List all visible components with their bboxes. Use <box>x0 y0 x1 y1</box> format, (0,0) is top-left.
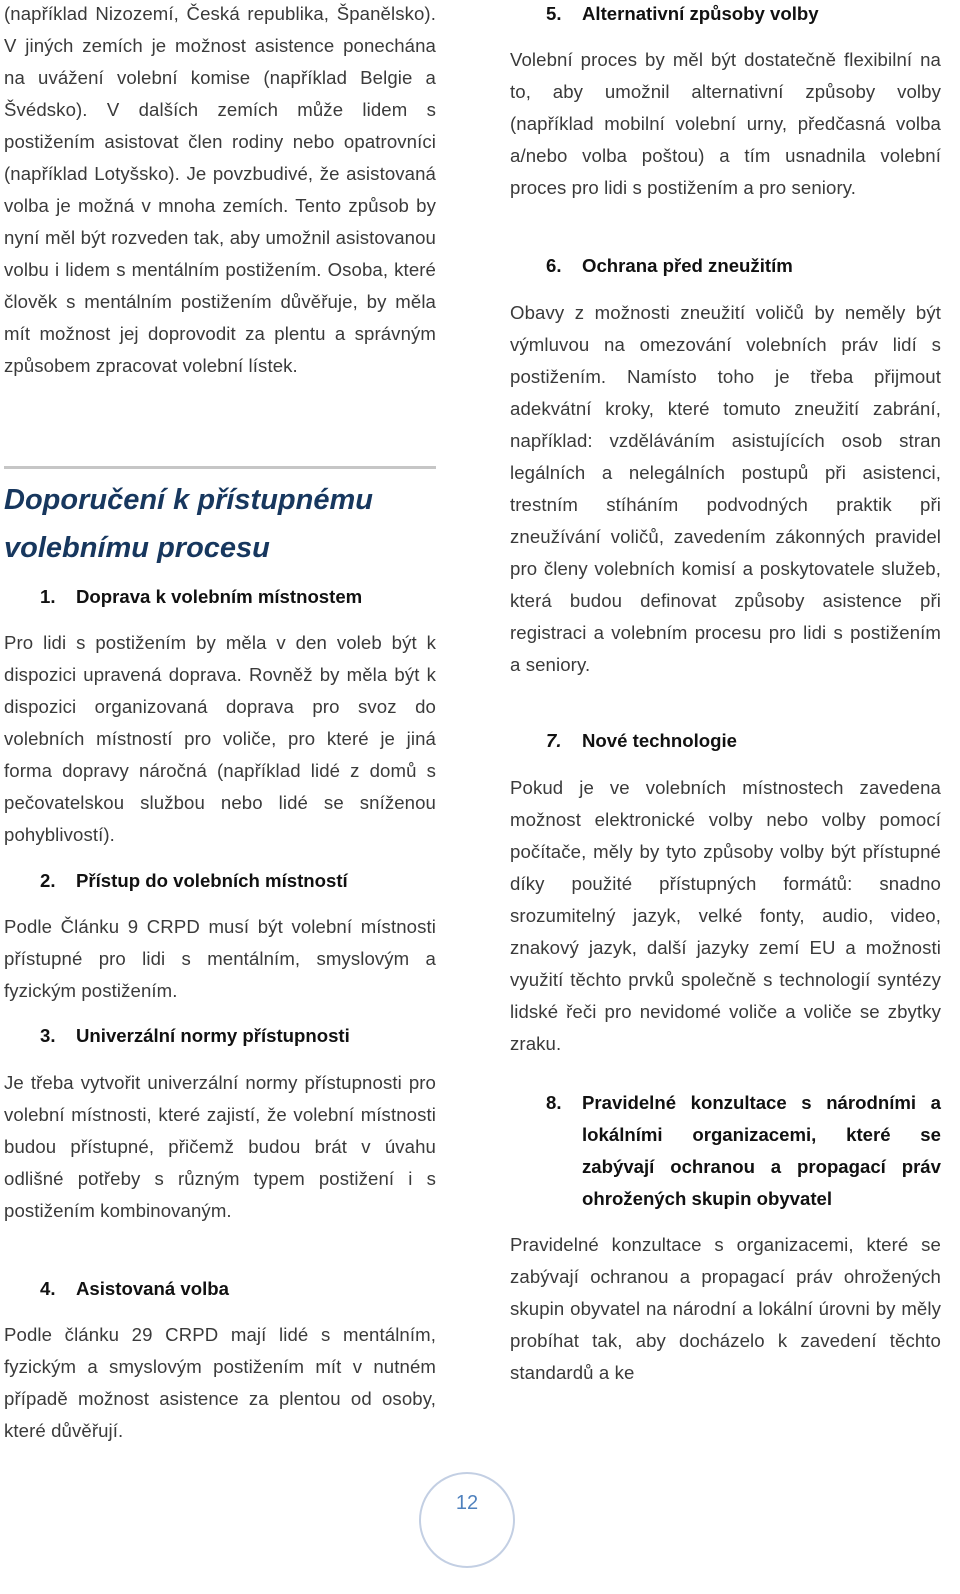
item-2-title: Přístup do volebních místností <box>76 870 348 891</box>
item-5-number: 5. <box>546 3 562 24</box>
item-8-text: Pravidelné konzultace s organizacemi, které se zabývají ochranou a propagací práv ohrožených skupin obyvatel na národní a lokální úrovni by měly probíhat tak, aby docházelo k zavedení těchto standardů a ke <box>510 1234 941 1383</box>
item-1-heading <box>40 581 436 613</box>
item-7-title: Nové technologie <box>582 730 737 751</box>
item-1-number: 1. <box>40 586 56 607</box>
page-number-badge <box>419 1472 515 1568</box>
item-5-heading <box>546 0 941 30</box>
item-3-title: Univerzální normy přístupnosti <box>76 1025 350 1046</box>
item-6-number: 6. <box>546 255 562 276</box>
item-4-number: 4. <box>40 1278 56 1299</box>
item-3-heading <box>40 1020 436 1052</box>
item-4-heading <box>40 1273 436 1305</box>
item-5-title: Alternativní způsoby volby <box>582 3 819 24</box>
intro-paragraph: (například Nizozemí, Česká republika, Španělsko). V jiných zemích je možnost asistence ponechána na uvážení volební komise (například Belgie a Švédsko). V dalších zemích může lidem s postižením asistovat člen rodiny nebo opatrovníci (například Lotyšsko). Je povzbudivé, že asistovaná volba je možná v mnoha zemích. Tento způsob by nyní měl být rozveden tak, aby umožnil asistovanou volbu i lidem s mentálním postižením. Osoba, které člověk s mentálním postižením důvěřuje, by měla mít možnost jej doprovodit za plentu a správným způsobem zpracovat volební lístek. <box>4 3 436 376</box>
item-5-text: Volební proces by měl být dostatečně flexibilní na to, aby umožnil alternativní způsoby volby (například mobilní volební urny, předčasná volba a/nebo volba poštou) a tím usnadnila volební proces pro lidi s postižením a pro seniory. <box>510 49 941 198</box>
item-7-number: 7. <box>546 730 562 751</box>
item-3-text: Je třeba vytvořit univerzální normy přístupnosti pro volební místnosti, které zajistí, že volební místnosti budou přístupné, přičemž budou brát v úvahu odlišné potřeby s různým typem postižení i s postižením kombinovaným. <box>4 1072 436 1221</box>
item-8-number: 8. <box>546 1092 562 1113</box>
item-1-title: Doprava k volebním místnostem <box>76 586 363 607</box>
section-title: Doporučení k přístupnému volebnímu procesu <box>4 484 373 564</box>
item-2-text: Podle Článku 9 CRPD musí být volební místnosti přístupné pro lidi s mentálním, smyslovým a fyzickým postižením. <box>4 916 436 1001</box>
item-6-title: Ochrana před zneužitím <box>582 255 793 276</box>
item-4-text: Podle článku 29 CRPD mají lidé s mentálním, fyzickým a smyslovým postižením mít v nutném případě možnost asistence za plentou od osoby, které důvěřují. <box>4 1324 436 1441</box>
item-6-text: Obavy z možnosti zneužití voličů by neměly být výmluvou na omezování volebních práv lidí s postižením. Namísto toho je třeba přijmout adekvátní kroky, které tomuto zneužití zabrání, například: vzděláváním asistujících osob stran legálních a nelegálních postupů při asistenci, trestním stíháním podvodných praktik při zneužívání voličů, zavedením zákonných pravidel pro členy volebních komisí a poskytovatele služeb, která budou definovat způsoby asistence při registraci a volebním procesu pro lidi s postižením a seniory. <box>510 302 941 675</box>
section-divider <box>4 466 436 469</box>
item-8-title: Pravidelné konzultace s národními a lokálními organizacemi, které se zabývají ochranou a propagací práv ohrožených skupin obyvatel <box>582 1092 941 1209</box>
item-8-heading <box>546 1087 941 1215</box>
page-number: 12 <box>455 1492 479 1514</box>
item-7-heading <box>546 725 941 757</box>
item-6-heading <box>546 250 941 282</box>
item-4-title: Asistovaná volba <box>76 1278 229 1299</box>
item-7-text: Pokud je ve volebních místnostech zavedena možnost elektronické volby nebo volby pomocí počítače, měly by tyto způsoby volby být přístupné díky použité přístupných formátů: snadno srozumitelný jazyk, velké fonty, audio, video, znakový jazyk, další jazyky zemí EU a možnosti využití těchto prvků společně s technologií syntézy lidské řeči pro nevidomé voliče a voliče se zbytky zraku. <box>510 777 941 1054</box>
item-2-number: 2. <box>40 870 56 891</box>
item-2-heading <box>40 865 436 897</box>
item-1-text: Pro lidi s postižením by měla v den voleb být k dispozici upravená doprava. Rovněž by měla být k dispozici organizovaná doprava pro svoz do volebních místností pro voliče, pro které je jiná forma dopravy náročná (například lidé z domů s pečovatelskou službou nebo lidé se sníženou pohyblivostí). <box>4 632 436 845</box>
item-3-number: 3. <box>40 1025 56 1046</box>
